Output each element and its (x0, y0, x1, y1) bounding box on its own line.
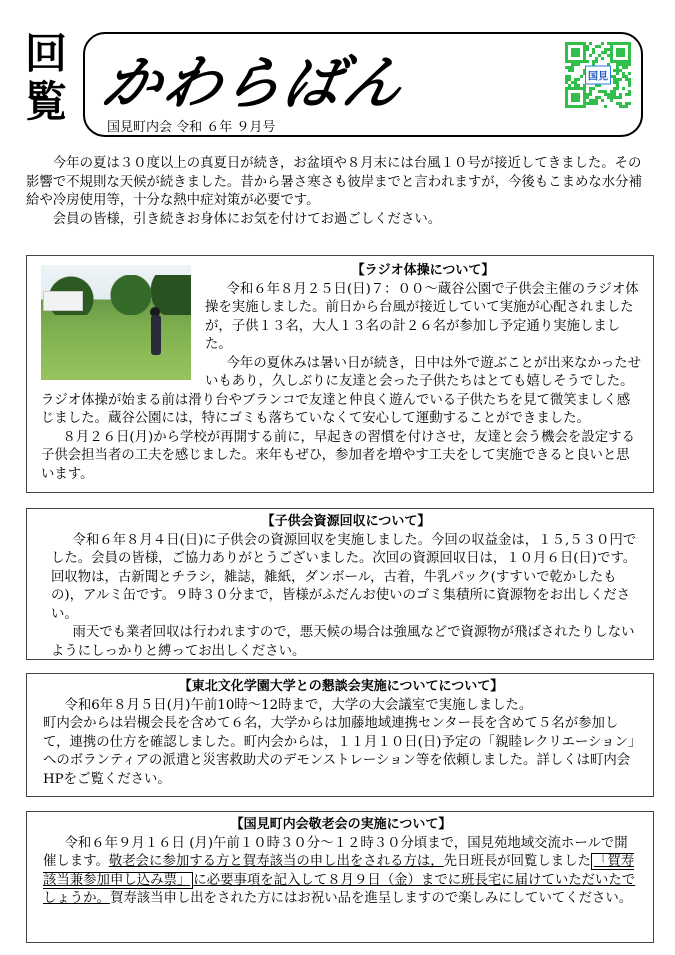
qr-module (565, 99, 568, 102)
qr-module (628, 51, 631, 54)
qr-module (577, 84, 580, 87)
qr-module (589, 93, 592, 96)
qr-module (619, 93, 622, 96)
qr-module (583, 96, 586, 99)
qr-module (616, 42, 619, 45)
qr-module (616, 63, 619, 66)
qr-module (574, 84, 577, 87)
qr-module (604, 48, 607, 51)
qr-module (592, 51, 595, 54)
qr-module (607, 42, 610, 45)
qr-module (577, 105, 580, 108)
qr-module (577, 87, 580, 90)
qr-module (628, 45, 631, 48)
radio-exercise-photo (41, 265, 191, 380)
qr-module (604, 105, 607, 108)
qr-module (604, 90, 607, 93)
qr-module (571, 96, 574, 99)
qr-module (610, 99, 613, 102)
qr-module (628, 42, 631, 45)
section-university-meeting (26, 673, 654, 797)
qr-module (568, 66, 571, 69)
qr-module (571, 60, 574, 63)
qr-module (595, 99, 598, 102)
qr-module (607, 54, 610, 57)
qr-module (565, 57, 568, 60)
qr-module (595, 96, 598, 99)
qr-code-icon (565, 42, 631, 108)
qr-module (628, 54, 631, 57)
qr-module (610, 96, 613, 99)
qr-module (628, 57, 631, 60)
newsletter-title: かわらばん (96, 49, 412, 117)
qr-module (622, 42, 625, 45)
qr-module (595, 57, 598, 60)
qr-module (586, 48, 589, 51)
qr-module (580, 75, 583, 78)
kairan-mark (20, 30, 72, 126)
qr-module (577, 78, 580, 81)
section-title: 【ラジオ体操について】 (351, 263, 495, 278)
qr-module (628, 93, 631, 96)
qr-module (574, 60, 577, 63)
qr-module (613, 78, 616, 81)
section-title (43, 678, 639, 697)
qr-module (613, 87, 616, 90)
section-paragraph: 令和６年８月４日(日)に子供会の資源回収を実施しました。今回の収益金は，１５,５３０円でした。会員の皆様，ご協力ありがとうございました。次回の資源回収日は，１０月６日(日)です。回収物は，古新聞とチラシ，雑誌，雑紙，ダンボール，古着，牛乳パック(すすいで乾かしたもの)，アルミ缶です。９時３０分まで，皆様がふだんお使いのゴミ集積所に資源物をお出しください。 (51, 532, 637, 622)
qr-module (610, 57, 613, 60)
qr-module (583, 48, 586, 51)
underlined-text-2: に必要事項を記入して８月９日（金）までに班長宅に届けていただいたでしょうか。 (43, 872, 636, 906)
qr-module (571, 99, 574, 102)
qr-module (568, 60, 571, 63)
qr-module (577, 93, 580, 96)
qr-module (577, 48, 580, 51)
qr-module (616, 84, 619, 87)
qr-module (565, 54, 568, 57)
qr-module (568, 69, 571, 72)
qr-module (610, 42, 613, 45)
qr-module (574, 51, 577, 54)
qr-module (586, 93, 589, 96)
qr-module (622, 51, 625, 54)
qr-module (619, 102, 622, 105)
qr-module (601, 99, 604, 102)
qr-module (592, 48, 595, 51)
qr-module (616, 51, 619, 54)
qr-label: 国見 (585, 66, 611, 85)
qr-module (574, 96, 577, 99)
qr-module (568, 84, 571, 87)
qr-module (613, 90, 616, 93)
qr-module (571, 81, 574, 84)
qr-module (568, 105, 571, 108)
qr-module (583, 93, 586, 96)
qr-module (565, 51, 568, 54)
qr-module (577, 99, 580, 102)
qr-module (583, 87, 586, 90)
qr-module (592, 102, 595, 105)
qr-module (568, 78, 571, 81)
qr-module (571, 48, 574, 51)
qr-module (571, 42, 574, 45)
qr-module (586, 45, 589, 48)
qr-module (607, 96, 610, 99)
qr-module (613, 42, 616, 45)
qr-module (616, 96, 619, 99)
qr-module (568, 42, 571, 45)
qr-module (613, 96, 616, 99)
qr-module (577, 60, 580, 63)
qr-module (601, 90, 604, 93)
qr-module (610, 90, 613, 93)
qr-module (571, 54, 574, 57)
qr-module (583, 105, 586, 108)
qr-module (583, 54, 586, 57)
qr-module (580, 42, 583, 45)
qr-module (574, 54, 577, 57)
qr-module (565, 96, 568, 99)
qr-module (586, 96, 589, 99)
qr-module (628, 81, 631, 84)
qr-module (610, 54, 613, 57)
qr-module (565, 105, 568, 108)
masthead (83, 32, 643, 137)
qr-module (595, 45, 598, 48)
section-title: 【子供会資源回収について】 (261, 514, 431, 529)
qr-module (625, 60, 628, 63)
qr-module (601, 57, 604, 60)
qr-module (610, 48, 613, 51)
qr-module (586, 102, 589, 105)
qr-module (604, 93, 607, 96)
qr-module (616, 66, 619, 69)
section-radio-exercise (26, 255, 654, 493)
qr-module (574, 78, 577, 81)
section-recycling (26, 508, 654, 660)
qr-module (613, 60, 616, 63)
qr-module (601, 42, 604, 45)
qr-module (619, 78, 622, 81)
qr-module (583, 57, 586, 60)
text-start: 令和６年９月１６日 (月)午前１０時３０分～１２時３０分頃まで，国見苑地域交流ホールで開催します。 (43, 835, 628, 869)
section-title-suffix: について】 (438, 679, 504, 694)
qr-module (613, 81, 616, 84)
qr-module (577, 42, 580, 45)
qr-module (610, 60, 613, 63)
qr-module (619, 42, 622, 45)
kairan-char-2: 覧 (24, 77, 67, 126)
qr-module (565, 102, 568, 105)
qr-module (610, 45, 613, 48)
qr-module (622, 75, 625, 78)
section-paragraph: 今年の夏休みは暑い日が続き，日中は外で遊ぶことが出来なかったせいもあり，久しぶりに友達と会った子供たちはとても嬉しそうでした。ラジオ体操が始まる前は滑り台やブランコで友達と仲良く遊んでいる子供たちを見て微笑ましく感じました。蔵谷公園には，特にゴミも落ちていなくて安心して運動することができました。 (41, 355, 642, 426)
qr-module (565, 78, 568, 81)
qr-module (598, 54, 601, 57)
qr-module (622, 72, 625, 75)
qr-module (577, 63, 580, 66)
qr-module (625, 78, 628, 81)
qr-module (622, 87, 625, 90)
section-title: 【国見町内会敬老会の実施について】 (230, 817, 452, 832)
qr-module (616, 60, 619, 63)
section-paragraph: 町内会からは岩槻会長を含めて６名，大学からは加藤地域連携センター長を含めて５名が参加して，連携の仕方を確認しました。町内会からは，１１月１０日(日)予定の「親睦レクリエーション」へのボランティアの派遣と災害救助犬のデモンストレーション等を依頼しました。詳しくは町内会HPをご覧ください。 (43, 716, 635, 787)
qr-module (613, 93, 616, 96)
qr-module (619, 54, 622, 57)
qr-module (565, 66, 568, 69)
qr-module (628, 90, 631, 93)
qr-module (619, 63, 622, 66)
qr-module (565, 75, 568, 78)
qr-module (574, 105, 577, 108)
qr-module (628, 63, 631, 66)
qr-module (589, 54, 592, 57)
qr-module (616, 69, 619, 72)
qr-module (625, 102, 628, 105)
kairan-char-1: 回 (24, 29, 67, 78)
qr-module (625, 66, 628, 69)
text-end: 賀寿該当申し出をされた方にはお祝い品を進呈しますので楽しみにしていてください。 (109, 891, 633, 906)
qr-module (595, 102, 598, 105)
qr-module (583, 45, 586, 48)
intro-paragraph-1: 今年の夏は３０度以上の真夏日が続き，お盆頃や８月末には台風１０号が接近してきました。その影響で不規則な天候が続きました。昔から暑さ寒さも彼岸までと言われますが，今後もこまめな水分補給や冷房使用等，十分な熱中症対策が必要です。 (26, 156, 642, 208)
qr-module (583, 60, 586, 63)
qr-module (574, 48, 577, 51)
qr-module (622, 63, 625, 66)
form-name-boxed: 「賀寿該当兼参加申し込み票」 (43, 854, 635, 888)
qr-module (616, 48, 619, 51)
newsletter-issue: 国見町内会 令和 ６年 ９月号 (107, 120, 276, 135)
qr-module (589, 99, 592, 102)
section-paragraph: ８月２６日(月)から学校が再開する前に，早起きの習慣を付けさせ，友達と会う機会を設定する子供会担当者の工夫を感じました。来年もぜひ，参加者を増やす工夫をして実施できると良いと思います。 (41, 429, 635, 482)
qr-module (565, 45, 568, 48)
qr-module (622, 48, 625, 51)
qr-module (577, 51, 580, 54)
qr-module (571, 66, 574, 69)
qr-module (565, 93, 568, 96)
qr-module (619, 105, 622, 108)
qr-module (571, 87, 574, 90)
underlined-text: 敬老会に参加する方と賀寿該当の申し出をされる方は， (108, 854, 444, 869)
qr-module (610, 51, 613, 54)
qr-module (568, 75, 571, 78)
qr-module (586, 60, 589, 63)
qr-module (574, 42, 577, 45)
qr-module (580, 105, 583, 108)
photo-person-body (151, 315, 161, 355)
qr-module (574, 81, 577, 84)
qr-module (598, 96, 601, 99)
section-respect-for-aged (26, 811, 654, 943)
qr-module (571, 69, 574, 72)
qr-module (604, 51, 607, 54)
qr-module (628, 48, 631, 51)
qr-module (571, 51, 574, 54)
photo-house (43, 291, 83, 311)
qr-module (589, 102, 592, 105)
qr-module (583, 51, 586, 54)
qr-module (580, 87, 583, 90)
qr-module (577, 96, 580, 99)
qr-module (619, 60, 622, 63)
section-paragraph: 令和6年８月５日(月)午前10時～12時まで，大学の大会議室で実施しました。 (64, 697, 533, 713)
qr-module (571, 105, 574, 108)
qr-module (610, 93, 613, 96)
qr-module (565, 42, 568, 45)
qr-module (571, 63, 574, 66)
intro-paragraph-2: 会員の皆様，引き続きお身体にお気を付けてお過ごしください。 (52, 211, 442, 227)
qr-module (625, 93, 628, 96)
qr-module (580, 60, 583, 63)
qr-module (619, 69, 622, 72)
qr-module (589, 90, 592, 93)
qr-module (628, 60, 631, 63)
text-mid: 先日班長が回覧しました (443, 854, 591, 869)
section-paragraph (43, 835, 639, 909)
qr-module (616, 54, 619, 57)
qr-module (592, 99, 595, 102)
qr-module (625, 42, 628, 45)
qr-module (607, 48, 610, 51)
qr-module (565, 60, 568, 63)
qr-module (616, 102, 619, 105)
qr-module (583, 42, 586, 45)
qr-module (598, 90, 601, 93)
qr-module (574, 87, 577, 90)
qr-module (583, 102, 586, 105)
qr-module (616, 81, 619, 84)
qr-module (628, 72, 631, 75)
qr-module (568, 87, 571, 90)
qr-module (625, 75, 628, 78)
qr-module (616, 72, 619, 75)
qr-module (565, 81, 568, 84)
qr-module (619, 51, 622, 54)
qr-module (607, 93, 610, 96)
qr-module (622, 54, 625, 57)
qr-module (628, 84, 631, 87)
qr-module (574, 99, 577, 102)
qr-module (622, 66, 625, 69)
qr-module (625, 63, 628, 66)
qr-module (592, 87, 595, 90)
qr-module (616, 78, 619, 81)
qr-module (565, 87, 568, 90)
qr-module (625, 105, 628, 108)
qr-module (598, 45, 601, 48)
qr-module (601, 51, 604, 54)
qr-module (565, 48, 568, 51)
qr-module (583, 99, 586, 102)
qr-module (628, 78, 631, 81)
qr-module (574, 93, 577, 96)
qr-module (619, 96, 622, 99)
qr-module (628, 102, 631, 105)
qr-module (565, 90, 568, 93)
qr-module (589, 42, 592, 45)
qr-module (622, 60, 625, 63)
section-title-main: 【東北文化学園大学との懇談会実施について (178, 679, 439, 694)
qr-module (583, 90, 586, 93)
qr-module (577, 54, 580, 57)
qr-module (616, 87, 619, 90)
qr-module (571, 93, 574, 96)
qr-module (595, 60, 598, 63)
qr-module (592, 60, 595, 63)
qr-module (574, 63, 577, 66)
qr-module (613, 69, 616, 72)
qr-module (589, 87, 592, 90)
section-paragraph: 令和６年８月２５日(日)７：００～蔵谷公園で子供会主催のラジオ体操を実施しました。前日から台風が接近していて実施が心配されましたが，子供１３名，大人１３名の計２６名が参加し予定通り実施しました。 (205, 281, 639, 352)
qr-module (619, 48, 622, 51)
qr-module (613, 75, 616, 78)
section-paragraph: 雨天でも業者回収は行われますので，悪天候の場合は強風などで資源物が飛ばされたりしないようにしっかりと縛ってお出しください。 (51, 625, 635, 659)
qr-module (622, 105, 625, 108)
intro-text (26, 155, 651, 229)
